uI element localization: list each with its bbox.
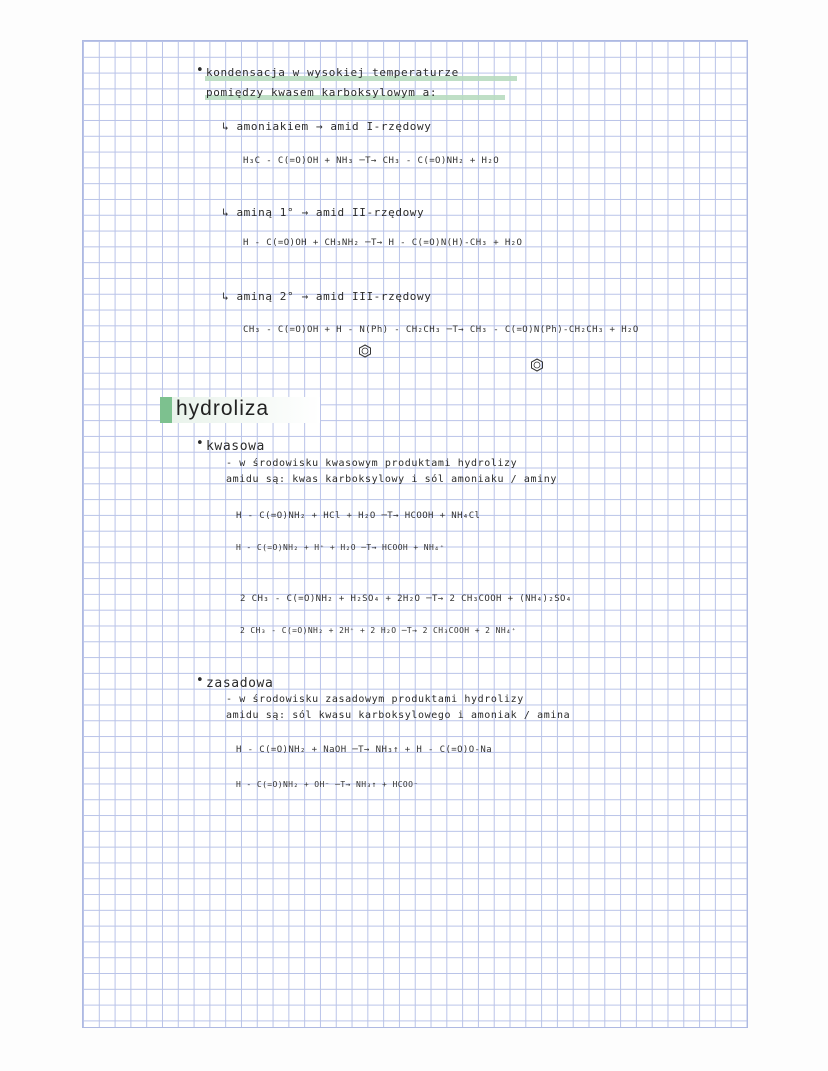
- intro-line-2: pomiędzy kwasem karboksylowym a:: [206, 86, 438, 99]
- intro-line-1: kondensacja w wysokiej temperaturze: [206, 66, 459, 79]
- bullet: •: [196, 63, 205, 78]
- basic-desc-1: - w środowisku zasadowym produktami hydrolizy: [226, 694, 524, 705]
- basic-title: zasadowa: [206, 676, 274, 691]
- amidation-equation-2: H - C(=O)OH + CH₃NH₂ ─T→ H - C(=O)N(H)-CH₃ + H₂O: [243, 238, 523, 248]
- bullet: •: [196, 673, 205, 688]
- basic-equation: H - C(=O)NH₂ + NaOH ─T→ NH₃↑ + H - C(=O)O-Na: [236, 745, 493, 755]
- graph-paper: [82, 40, 748, 1028]
- amidation-label-1: ↳ amoniakiem → amid I-rzędowy: [222, 120, 432, 133]
- acidic-equation: 2 CH₃ - C(=O)NH₂ + 2H⁺ + 2 H₂O ─T→ 2 CH₃COOH + 2 NH₄⁺: [240, 626, 517, 635]
- acidic-desc-2: amidu są: kwas karboksylowy i sól amoniaku / aminy: [226, 474, 558, 485]
- basic-desc-2: amidu są: sól kwasu karboksylowego i amoniak / amina: [226, 710, 571, 721]
- amidation-equation-3: CH₃ - C(=O)OH + H - N(Ph) - CH₂CH₃ ─T→ CH₃ - C(=O)N(Ph)-CH₂CH₃ + H₂O: [243, 325, 639, 335]
- amidation-equation-1: H₃C - C(=O)OH + NH₃ ─T→ CH₃ - C(=O)NH₂ + H₂O: [243, 156, 500, 166]
- basic-equation: H - C(=O)NH₂ + OH⁻ ─T→ NH₃↑ + HCOO⁻: [236, 780, 419, 789]
- acidic-desc-1: - w środowisku kwasowym produktami hydrolizy: [226, 458, 518, 469]
- section-heading: [160, 397, 320, 423]
- acidic-equation: H - C(=O)NH₂ + HCl + H₂O ─T→ HCOOH + NH₄Cl: [236, 511, 481, 521]
- section-heading-text: hydroliza: [176, 397, 270, 420]
- acidic-title: kwasowa: [206, 439, 265, 454]
- benzene-ring-icon: [530, 358, 544, 372]
- bullet: •: [196, 436, 205, 451]
- acidic-equation: 2 CH₃ - C(=O)NH₂ + H₂SO₄ + 2H₂O ─T→ 2 CH₃COOH + (NH₄)₂SO₄: [240, 594, 572, 604]
- amidation-label-2: ↳ aminą 1° → amid II-rzędowy: [222, 206, 425, 219]
- amidation-label-3: ↳ aminą 2° → amid III-rzędowy: [222, 290, 432, 303]
- acidic-equation: H - C(=O)NH₂ + H⁺ + H₂O ─T→ HCOOH + NH₄⁺: [236, 543, 445, 552]
- benzene-ring-icon: [358, 344, 372, 358]
